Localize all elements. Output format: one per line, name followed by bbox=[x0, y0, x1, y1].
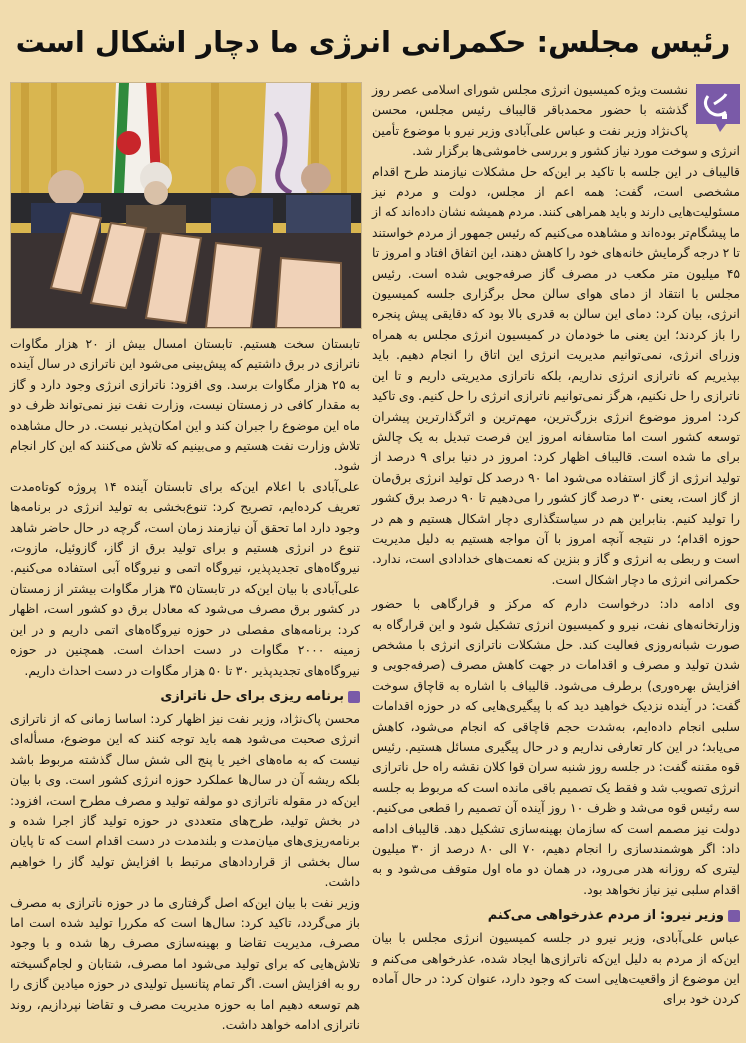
article-paragraph: وی ادامه داد: درخواست دارم که مرکز و قرارگاهی با حضور وزارتخانه‌های نفت، نیرو و کمیسیون انرژی تشکیل شود و این قرارگاه به صورت شبانه‌روزی فعالیت کند. حل مشکلات ناترازی انرژی با مشخص شدن تولید و مصرف و اقدامات در جهت کاهش مصرف (صرفه‌جویی و افزایش بهره‌وری) برطرف می‌شود. قالیباف با اشاره به قاچاق سوخت گفت: در آینده نزدیک خواهید دید که با پیگیری‌هایی که در حوزه اقدامات سلبی انجام داده‌ایم، به‌شدت حجم قاچاقی که انجام می‌شود، کاهش می‌یابد؛ در این کار تعارفی نداریم و در حال پیگیری مسائل هستیم. رئیس قوه مقننه گفت: در جلسه روز شنبه سران قوا کلان نقشه راه حل ناترازی انرژی تصویب شد و فقط یک تصمیم باقی مانده است که مربوط به جلسه سه رئیس قوه می‌شد و ظرف ۱۰ روز آینده آن تصمیم را قطعی می‌کنیم. دولت نیز مصمم است که سازمان بهینه‌سازی تشکیل دهد. قالیباف ادامه داد: اگر هوشمندسازی را انجام دهیم، ۷۰ الی ۸۰ درصد از ۳۰ میلیون لیتری که روزانه هدر می‌رود، در همان دو ماه اول متوقف می‌شود و به اقدام سلبی نیز نیاز نخواهد بود. bbox=[372, 596, 740, 897]
right-column bbox=[372, 80, 740, 1010]
meeting-photo bbox=[10, 82, 362, 329]
left-column bbox=[10, 334, 360, 1035]
square-bullet-icon bbox=[348, 691, 360, 703]
subheading-text: برنامه ریزی برای حل ناترازی bbox=[160, 688, 344, 704]
speech-bubble-logo-icon bbox=[696, 84, 740, 132]
subheading-energy-minister bbox=[372, 906, 740, 926]
article-paragraph: قالیباف در این جلسه با تاکید بر این‌که حل مشکلات نیازمند طرح اقدام مشخصی است، گفت: همه اعم از مجلس، دولت و مردم نیز مسئولیت‌هایی دارند و باید همراهی کنند. مردم همیشه نشان داده‌اند که از ما پیشگام‌تر بوده‌اند و مشاهده می‌کنیم که رئیس جمهور از مردم خواستند تا ۲ درجه گرمایش خانه‌های خود را کاهش دهند، این اتفاق افتاد و امروز تا ۴۵ میلیون متر مکعب در مصرف گاز صرفه‌جویی شده است. رئیس مجلس با انتقاد از دمای هوای سالن محل برگزاری جلسه کمیسیون انرژی، بیان کرد: دمای این سالن به قدری بالا بود که دقایقی پیش پنجره را باز کردند؛ این یعنی ما خودمان در کمیسیون انرژی مجلس به همراه وزرای انرژی، نمی‌توانیم مدیریت انرژی این اتاق را انجام دهیم. باید بپذیریم که ناترازی انرژی نداریم، بلکه ناترازی مدیریتی داریم و تا این ناترازی را حل نکنیم، هرگز نمی‌توانیم ناترازی انرژی را حل کنیم. وی تاکید کرد: امروز موضوع انرژی بزرگ‌ترین، مهم‌ترین و اثرگذارترین پیشران توسعه کشور است اما متاسفانه امروز این فرصت تبدیل به یک چالش برای ما شده است. قالیباف اظهار کرد: امروز در دنیا برای ۹ درصد از تولید انرژی از گاز استفاده می‌شود اما ۹۰ درصد کل تولید انرژی برق‌مان از گاز است، یعنی ۳۰ درصد گاز کشور را می‌دهیم تا ۹۰ درصد برق کشور را تولید کنیم. بنابراین هم در سیاستگذاری دچار اشکال هستیم و هم در حوزه اقدام؛ در نتیجه آنچه امروز با آن مواجه هستیم به دلیل مدیریت است و ربطی به انرژی و گاز و بنزین که نعمت‌های خدادادی است، ندارد. حکمرانی انرژی ما دچار اشکال است. bbox=[372, 163, 741, 587]
article-paragraph: تابستان سخت هستیم. تابستان امسال بیش از ۲۰ هزار مگاوات ناترازی در برق داشتیم که پیش‌بینی می‌شود این ناترازی در سال آینده به ۲۵ هزار مگاوات برسد. وی افزود: ناترازی انرژی وجود دارد و گاز به مقدار کافی در زمستان نیست، وزارت نفت نیز نمی‌تواند ظرف دو ماه این موضوع را جبران کند و این امکان‌پذیر نیست. در حال مشاهده تلاش وزارت نفت هستیم و می‌بینیم که تلاش می‌کنند که این کار انجام شود. bbox=[10, 336, 360, 474]
article-paragraph: نشست ویژه کمیسیون انرژی مجلس شورای اسلامی عصر روز گذشته با حضور محمدباقر قالیباف رئیس مجلس، محسن پاک‌نژاد وزیر نفت و عباس علی‌آبادی وزیر نیرو با موضوع تأمین انرژی و سوخت مورد نیاز کشور و بررسی خاموشی‌ها برگزار شد. bbox=[372, 82, 740, 159]
subheading-planning bbox=[10, 687, 360, 707]
article-paragraph: عباس علی‌آبادی، وزیر نیرو در جلسه کمیسیون انرژی مجلس با بیان این‌که از مردم به دلیل این‌که ناترازی‌ها ایجاد شده، عذرخواهی می‌کنم و این موضوع از واقعیت‌هایی است که وجود دارد، عنوان کرد: در حال آماده کردن خود برای bbox=[372, 930, 740, 1007]
article-paragraph: علی‌آبادی با اعلام این‌که برای تابستان آینده ۱۴ پروژه کوتاه‌مدت تعریف کرده‌ایم، تصریح کرد: تنوع‌بخشی به تولید انرژی در برنامه‌ها وجود دارد اما تحقق آن نیازمند زمان است، گرچه در حال حاضر شاهد تنوع در انرژی هستیم و برای تولید برق از گاز، گازوئیل، مازوت، نیروگاه‌های تجدیدپذیر، نیروگاه اتمی و نیروگاه آبی استفاده می‌کنیم. علی‌آبادی با بیان این‌که در تابستان ۳۵ هزار مگاوات بیشتر از زمستان در کشور برق مصرف می‌شود که معادل برق دو کشور است، اظهار کرد: برنامه‌های مفصلی در حوزه نیروگاه‌های اتمی داریم و در این زمینه ۲۰۰۰ مگاوات در دست احداث است. همچنین در حوزه نیروگاه‌های تجدیدپذیر ۳۰ تا ۵۰ هزار مگاوات در دست احداث داریم. bbox=[10, 478, 360, 678]
article-paragraph: محسن پاک‌نژاد، وزیر نفت نیز اظهار کرد: اساسا زمانی که از ناترازی انرژی صحبت می‌شود همه باید توجه کنند که این موضوع، مسأله‌ای نیست که به ماه‌های اخیر یا پنج الی شش سال گذشته مربوط باشد بلکه ریشه آن در سال‌ها عملکرد حوزه انرژی کشور است. وی با بیان این‌که در مقوله ناترازی دو مولفه تولید و مصرف مطرح است، افزود: در بخش تولید، طرح‌های متعددی در حوزه تولید گاز اجرا شده و برنامه‌ریزی‌های میان‌مدت و بلندمدت در دست اقدام است که تا پایان سال بخشی از قراردادهای مرتبط با افزایش تولید گاز را خواهیم داشت. bbox=[10, 710, 360, 890]
subheading-text: وزیر نیرو: از مردم عذرخواهی می‌کنم bbox=[487, 908, 724, 924]
article-paragraph: وزیر نفت با بیان این‌که اصل گرفتاری ما در حوزه ناترازی به مصرف باز می‌گردد، تاکید کرد: سال‌ها است که مکررا تولید شده است اما مصرف، مدیریت تقاضا و بهینه‌سازی مصرف رها شده و با وجود تلاش‌هایی که برای تولید می‌شود اما مصرف، شتابان و لجام‌گسیخته رو به افزایش است. اگر تمام پتانسیل تولیدی در حوزه میادین گازی را هم توسعه دهیم اما به حوزه مدیریت مصرف و تقاضا نپردازیم، روند ناترازی ادامه خواهد داشت. bbox=[10, 894, 360, 1032]
headline: رئیس مجلس: حکمرانی انرژی ما دچار اشکال است bbox=[15, 25, 731, 59]
square-bullet-icon bbox=[728, 910, 740, 922]
